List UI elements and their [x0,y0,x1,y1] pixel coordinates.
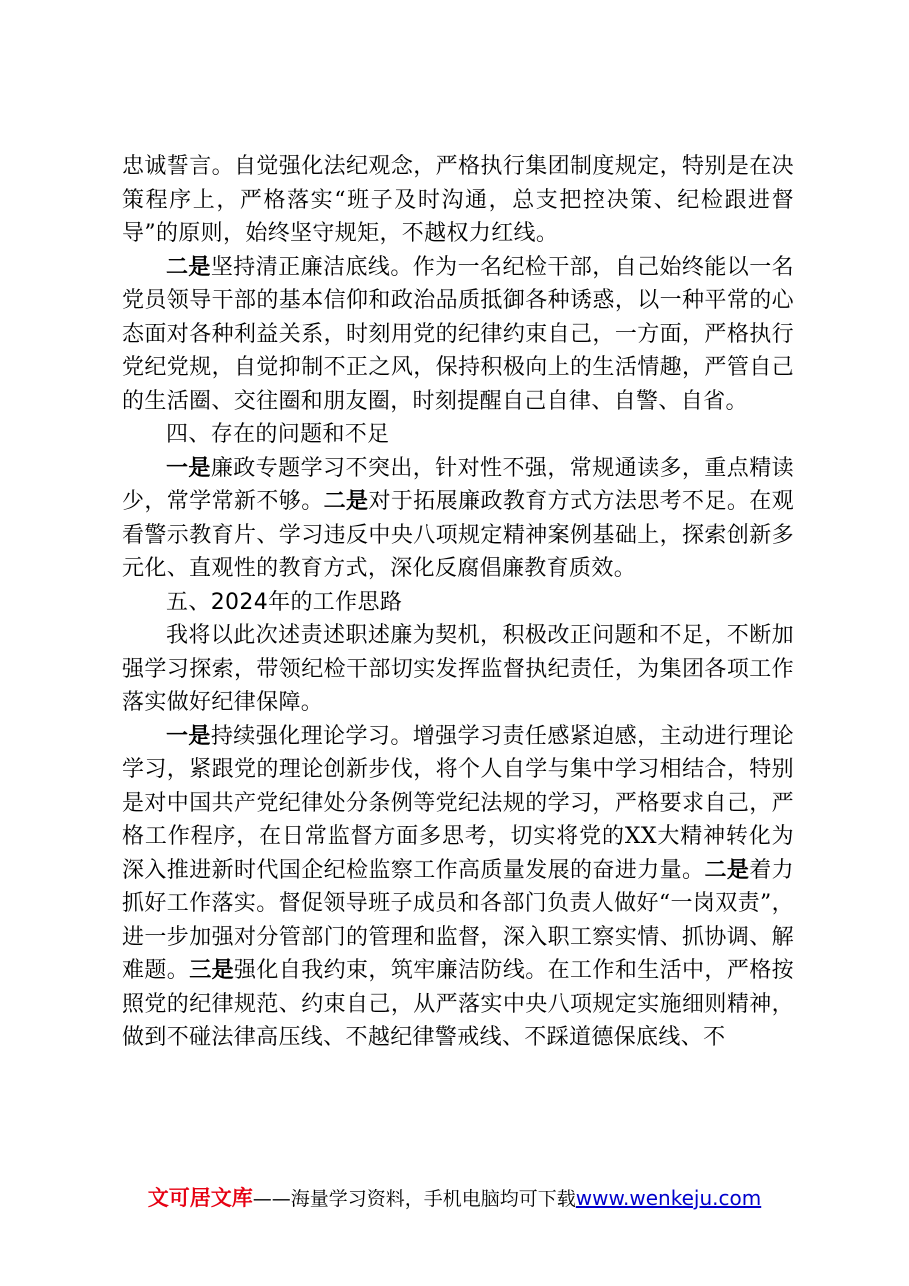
footer-slogan: 海量学习资料，手机电脑均可下载 [290,1188,576,1210]
footer-dash: —— [252,1188,291,1210]
paragraph-text: 廉政专题学习不突出，针对性不强，常规通读多，重点精读少，常学常新不够。 [122,455,795,514]
brand-name: 文可居文库 [147,1186,253,1210]
heading-text: 年的工作思路 [268,589,403,615]
paragraph-text: 坚持清正廉洁底线。作为一名纪检干部，自己始终能以一名党员领导干部的基本信仰和政治品质抵御各种诱惑，以一种平常的心态面对各种利益关系，时刻用党的纪律约束自己，一方面，严格执行党纪党规，自觉抑制不正之风，保持积极向上的生活情趣，严管自己的生活圈、交往圈和朋友圈，时刻提醒自己自律、自警、自省。 [122,254,795,414]
lead-marker: 二是 [166,254,211,280]
section-heading-problems [122,418,794,452]
lead-marker: 二是 [704,857,750,883]
paragraph-problems [122,452,794,586]
footer-banner [0,1182,909,1212]
paragraph-oath [122,150,794,251]
lead-marker: 二是 [323,489,369,514]
footer-link[interactable]: www.wenkeju.com [575,1186,762,1210]
paragraph-text: 强化自我约束，筑牢廉洁防线。在工作和生活中，严格按照党的纪律规范、约束自己，从严落实中央八项规定实施细则精神，做到不碰法律高压线、不越纪律警戒线、不踩道德保底线、不 [122,958,794,1050]
paragraph-plan-items [122,720,794,1055]
lead-marker: 三是 [189,958,235,983]
paragraph-text: 忠诚誓言。自觉强化法纪观念，严格执行集团制度规定，特别是在决策程序上，严格落实“班子及时沟通，总支把控决策、纪检跟进督导”的原则，始终坚守规矩，不越权力红线。 [122,154,794,246]
document-body [122,150,794,1055]
heading-text: 五、 [166,589,211,615]
paragraph-text: 着力抓好工作落实。督促领导班子成员和各部门负责人做好“一岗双责”，进一步加强对分管部门的管理和监督，深入职工察实情、抓协调、解难题。 [122,857,795,983]
paragraph-plan-intro [122,619,794,720]
section-heading-plan [122,586,794,620]
paragraph-text: 我将以此次述责述职述廉为契机，积极改正问题和不足，不断加强学习探索，带领纪检干部切实发挥监督执纪责任，为集团各项工作落实做好纪律保障。 [122,623,794,715]
heading-year: 2024 [210,589,269,615]
lead-marker: 一是 [166,723,211,749]
lead-marker: 一是 [166,455,211,481]
paragraph-integrity [122,251,794,419]
paragraph-text: 对于拓展廉政教育方式方法思考不足。在观看警示教育片、学习违反中央八项规定精神案例基础上，探索创新多元化、直观性的教育方式，深化反腐倡廉教育质效。 [122,489,795,581]
heading-text: 四、存在的问题和不足 [166,422,390,447]
paragraph-text: 持续强化理论学习。增强学习责任感紧迫感，主动进行理论学习，紧跟党的理论创新步伐，将个人自学与集中学习相结合，特别是对中国共产党纪律处分条例等党纪法规的学习，严格要求自己，严格工作程序，在日常监督方面多思考，切实将党的XX大精神转化为深入推进新时代国企纪检监察工作高质量发展的奋进力量。 [122,723,795,883]
